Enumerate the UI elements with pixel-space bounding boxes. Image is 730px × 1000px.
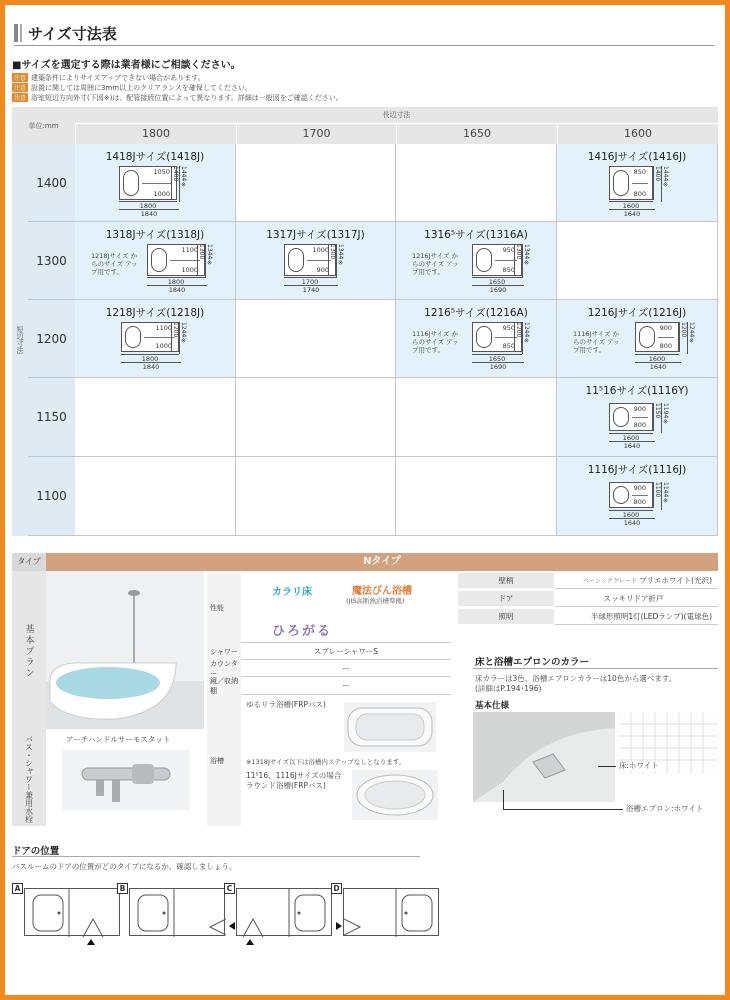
faucet-photo xyxy=(62,750,190,810)
counter-value: ー xyxy=(241,660,451,677)
bathtub-diagram: 850 800 xyxy=(609,166,653,200)
row-header-1300: 1300 xyxy=(28,222,75,300)
door-diagram-c xyxy=(236,888,332,936)
door-diagram-a xyxy=(24,888,120,936)
bathtub-diagram: 900 800 xyxy=(609,403,653,431)
col-header-1650: 1650 xyxy=(396,124,557,144)
size-cell-empty xyxy=(236,300,396,378)
size-cell-empty xyxy=(75,457,236,536)
notice-text: ■サイズを選定する際は業者様にご相談ください。 xyxy=(12,60,241,71)
tub2-note: 11⁵16、1116Jサイズの場合 xyxy=(246,771,342,780)
bathtub-diagram: 1100 1000 xyxy=(147,244,205,276)
unit-label: 単位:mm xyxy=(12,107,75,144)
bathtub-diagram: 1050 1000 xyxy=(119,166,177,200)
size-cell-empty xyxy=(396,457,557,536)
mirror-value: ー xyxy=(241,677,451,695)
size-cell-1317j: 1317Jサイズ(1317J) 1000 900 1300 1344※ 1700 1740 xyxy=(236,222,396,300)
door-diagram-d xyxy=(343,888,439,936)
bathtub-diagram: 950 850 xyxy=(472,244,522,276)
size-cell-empty xyxy=(236,457,396,536)
bathtub-diagram: 950 850 xyxy=(472,322,522,352)
floor-heading: 床と浴槽エプロンのカラー xyxy=(475,657,590,668)
size-cell-1318j: 1318Jサイズ(1318J) 1218Jサイズ からのサイズ アップ用です。 1100 1000 1300 1344※ 1800 1840 xyxy=(75,222,236,300)
door-tag-b: B xyxy=(117,883,128,894)
shower-label: シャワー xyxy=(207,643,241,660)
faucet-side-label: バス・シャワー兼用水栓 xyxy=(12,731,46,826)
col-header-1600: 1600 xyxy=(557,124,718,144)
door-tag-d: D xyxy=(331,883,342,894)
tub1-name: ゆるリラ浴槽(FRPバス) xyxy=(246,700,326,709)
type-band: Nタイプ xyxy=(46,553,718,571)
col-header-1700: 1700 xyxy=(236,124,396,144)
size-cell-empty xyxy=(236,144,396,222)
bathtub-diagram: 1000 900 xyxy=(284,244,336,276)
row-header-1150: 1150 xyxy=(28,378,75,457)
apron-color-label: 浴槽エプロン:ホワイト xyxy=(626,804,704,813)
long-side-header: 長辺寸法 xyxy=(75,107,718,124)
size-cell-1218j: 1218Jサイズ(1218J) 1100 1000 1200 1244※ 1800 1840 xyxy=(75,300,236,378)
row-header-1100: 1100 xyxy=(28,457,75,536)
bathroom-photo xyxy=(46,571,204,729)
note-2: 注意 設置に関しては周囲に3mm以上のクリアランスを確保してください。 xyxy=(14,84,252,92)
door-arrow-a xyxy=(87,939,95,945)
karari-floor-logo: カラリ床 xyxy=(272,587,312,598)
page-title: サイズ寸法表 xyxy=(28,25,117,43)
hirogaru-logo: ひろがる xyxy=(272,624,333,639)
bathtub-diagram: 1100 1000 xyxy=(121,322,179,352)
size-cell-empty xyxy=(557,222,718,300)
floor-photo xyxy=(473,712,615,802)
col-header-1800: 1800 xyxy=(75,124,236,144)
size-cell-1116y: 11⁵16サイズ(1116Y) 900 800 1150 1194※ 1600 1640 xyxy=(557,378,718,457)
section-title-bar xyxy=(14,24,714,46)
floor-color-label: 床:ホワイト xyxy=(619,761,659,770)
basic-spec-heading: 基本仕様 xyxy=(475,701,510,711)
short-side-header: 短辺寸法 xyxy=(12,144,28,536)
note-3: 注意 浴室短辺方向外寸(下図※)は、配管接続位置によって異なります。詳細は一般図をご確認ください。 xyxy=(14,94,343,102)
wall-value: ベーシックグレード プリエホワイト(光沢) xyxy=(555,573,718,589)
door-heading: ドアの位置 xyxy=(12,846,60,857)
door-spec-value: スッキリドア折戸 xyxy=(555,591,718,607)
size-cell-1116j: 1116Jサイズ(1116J) 900 800 1100 1144※ 1600 1640 xyxy=(557,457,718,536)
size-cell-1418j: 1418Jサイズ(1418J) 1050 1000 1400 1444※ 1800 1840 xyxy=(75,144,236,222)
counter-label: カウンター xyxy=(207,660,241,677)
door-tag-c: C xyxy=(224,883,235,894)
door-text: バスルームのドアの位置がどのタイプになるか、確認しましょう。 xyxy=(12,862,237,871)
mahoubin-logo: 魔法びん浴槽 xyxy=(352,586,412,597)
size-cell-1416j: 1416Jサイズ(1416J) 850 800 1400 1444※ 1600 1640 xyxy=(557,144,718,222)
performance-label: 性能 xyxy=(207,573,241,643)
size-cell-1316a: 1316⁵サイズ(1316A) 1216Jサイズ からのサイズ アップ用です。 950 850 1300 1344※ 1650 1690 xyxy=(396,222,557,300)
shower-value: スプレーシャワーS xyxy=(241,643,451,660)
light-value: 半球形照明1灯(LEDランプ)(電球色) xyxy=(555,609,718,625)
basic-plan-label: 基本プラン xyxy=(12,571,46,731)
row-header-1400: 1400 xyxy=(28,144,75,222)
size-cell-empty xyxy=(75,378,236,457)
tub-note: ※1318Jサイズ以下は浴槽内ステップなしとなります。 xyxy=(246,758,406,766)
size-cell-empty xyxy=(236,378,396,457)
tub-label: 浴槽 xyxy=(207,695,241,826)
door-tag-a: A xyxy=(12,883,23,894)
bathtub-diagram: 900 800 xyxy=(635,322,679,352)
faucet-name: アーチハンドルサーモスタット xyxy=(66,735,171,744)
row-header-1200: 1200 xyxy=(28,300,75,378)
tub2-name: ラウンド浴槽(FRPバス) xyxy=(246,781,326,790)
size-cell-1216j: 1216Jサイズ(1216J) 1116Jサイズ からのサイズ アップ用です。 900 800 1200 1244※ 1600 1640 xyxy=(557,300,718,378)
tub2-image xyxy=(352,770,438,820)
door-arrow-b xyxy=(229,922,235,930)
wall-label: 壁柄 xyxy=(458,573,554,589)
floor-text-1: 床カラーは3色、浴槽エプロンカラーは10色から選べます。 xyxy=(475,674,677,683)
mirror-label: 鏡／収納棚 xyxy=(207,677,241,695)
tub1-image xyxy=(344,702,436,752)
jis-note: (JIS高断熱浴槽準拠) xyxy=(346,597,405,605)
bathtub-diagram: 900 800 xyxy=(609,482,653,508)
type-label: タイプ xyxy=(12,553,46,571)
size-cell-empty xyxy=(396,378,557,457)
floor-text-2: (詳細はP.194･196) xyxy=(475,684,542,693)
door-arrow-d xyxy=(336,922,342,930)
door-arrow-c xyxy=(246,939,254,945)
size-cell-1216a: 1216⁵サイズ(1216A) 1116Jサイズ からのサイズ アップ用です。 950 850 1200 1244※ 1650 1690 xyxy=(396,300,557,378)
light-label: 照明 xyxy=(458,609,554,625)
door-spec-label: ドア xyxy=(458,591,554,607)
note-1: 注意 建築条件によりサイズアップできない場合があります。 xyxy=(14,74,205,82)
door-diagram-b xyxy=(129,888,225,936)
size-cell-empty xyxy=(396,144,557,222)
